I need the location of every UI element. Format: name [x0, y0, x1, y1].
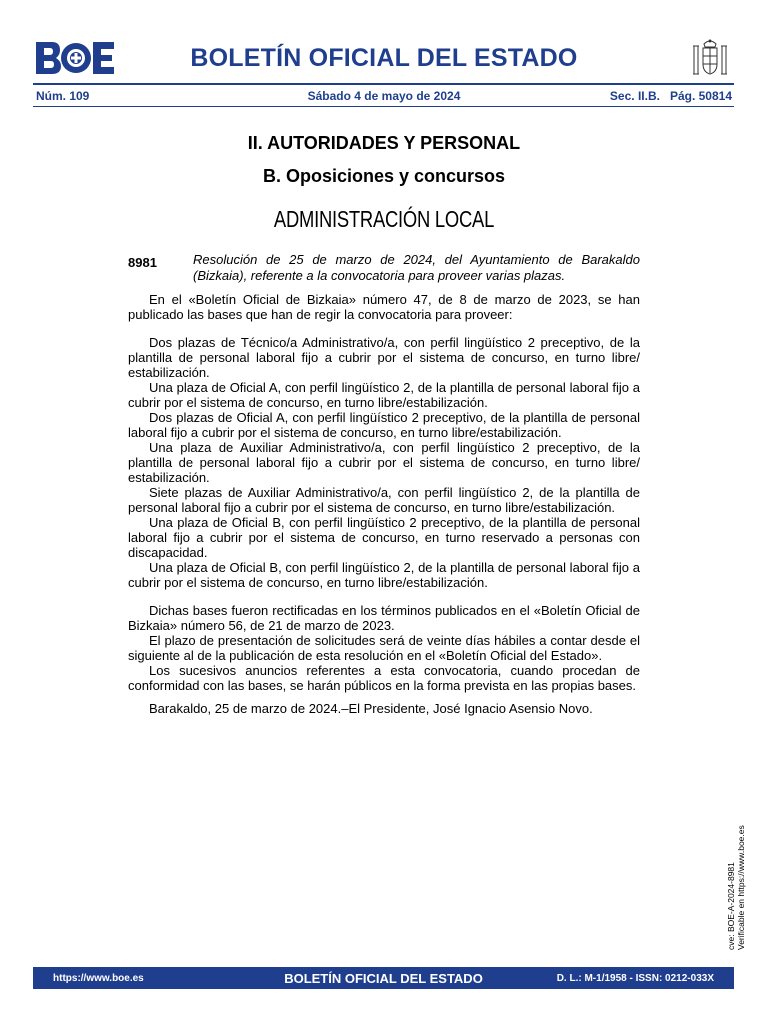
plaza-item: Una plaza de Oficial B, con perfil lingüístico 2, de la plantilla de personal laboral fijo a cubrir por el sistema de concurso, en turno libre/estabilización. — [128, 560, 640, 590]
footer-title: BOLETÍN OFICIAL DEL ESTADO — [284, 971, 483, 986]
resolution-title: Resolución de 25 de marzo de 2024, del Ayuntamiento de Barakaldo (Bizkaia), referente a la convocatoria para proveer varias plazas. — [193, 252, 640, 283]
plaza-item: Una plaza de Oficial B, con perfil lingüístico 2 preceptivo, de la plantilla de personal laboral fijo a cubrir por el sistema de concurso, en turno reservado a personas con discapacidad. — [128, 515, 640, 560]
section-heading: II. AUTORIDADES Y PERSONAL — [247, 133, 521, 153]
footer-bar — [33, 967, 734, 989]
signature: Barakaldo, 25 de marzo de 2024.–El Presidente, José Ignacio Asensio Novo. — [149, 701, 593, 716]
intro-paragraph: En el «Boletín Oficial de Bizkaia» número 47, de 8 de marzo de 2023, se han publicado las bases que han de regir la convocatoria para proveer: — [128, 292, 640, 322]
plaza-item: Una plaza de Oficial A, con perfil lingüístico 2, de la plantilla de personal laboral fijo a cubrir por el sistema de concurso, en turno libre/estabilización. — [128, 380, 640, 410]
document-body — [128, 292, 640, 716]
plaza-item: Dos plazas de Oficial A, con perfil lingüístico 2 preceptivo, de la plantilla de personal laboral fijo a cubrir por el sistema de concurso, en turno libre/estabilización. — [128, 410, 640, 440]
masthead-title: BOLETÍN OFICIAL DEL ESTADO — [190, 44, 578, 72]
footer-url-link[interactable]: https://www.boe.es — [53, 973, 144, 984]
verify-link[interactable]: Verificable en https://www.boe.es — [736, 825, 746, 950]
closing-paragraph: Los sucesivos anuncios referentes a esta convocatoria, cuando procedan de conformidad con las bases, se harán públicos en la forma prevista en las propias bases. — [128, 663, 640, 693]
plaza-item: Una plaza de Auxiliar Administrativo/a, con perfil lingüístico 2 preceptivo, de la plantilla de personal laboral fijo a cubrir por el sistema de concurso, en turno libre/ estabilización. — [128, 440, 640, 485]
meta-rule — [33, 106, 734, 107]
closing-paragraph: Dichas bases fueron rectificadas en los términos publicados en el «Boletín Oficial de Bizkaia» número 56, de 21 de marzo de 2023. — [128, 603, 640, 633]
section-page: Sec. II.B. Pág. 50814 — [609, 89, 732, 103]
subsection-heading: B. Oposiciones y concursos — [262, 166, 506, 186]
plaza-item: Siete plazas de Auxiliar Administrativo/a, con perfil lingüístico 2, de la plantilla de personal laboral fijo a cubrir por el sistema de concurso, en turno libre/estabilización. — [128, 485, 640, 515]
coat-of-arms-icon — [690, 36, 730, 80]
footer-legal: D. L.: M-1/1958 - ISSN: 0212-033X — [556, 973, 714, 984]
cve-code: cve: BOE-A-2024-8981 — [726, 862, 736, 950]
plaza-item: Dos plazas de Técnico/a Administrativo/a, con perfil lingüístico 2 preceptivo, de la plantilla de personal laboral fijo a cubrir por el sistema de concurso, en turno libre/ estabilización. — [128, 335, 640, 380]
issue-date: Sábado 4 de mayo de 2024 — [307, 89, 461, 103]
department-heading: ADMINISTRACIÓN LOCAL — [273, 206, 495, 232]
document-number: 8981 — [128, 255, 157, 270]
closing-paragraph: El plazo de presentación de solicitudes será de veinte días hábiles a contar desde el siguiente al de la publicación de esta resolución en el «Boletín Oficial del Estado». — [128, 633, 640, 663]
header-rule — [33, 83, 734, 85]
issue-number: Núm. 109 — [36, 89, 90, 103]
verification-sidebar — [726, 800, 746, 950]
